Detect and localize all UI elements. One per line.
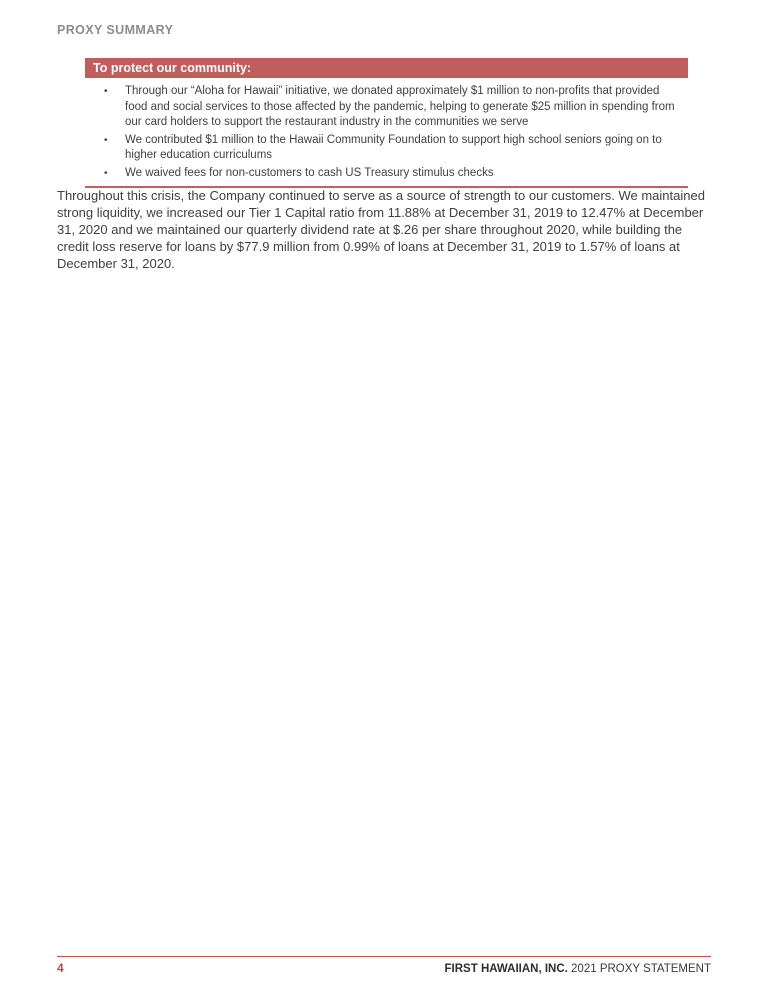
bullet-marker-icon: •	[104, 134, 108, 146]
callout-bullet-list	[85, 78, 688, 188]
footer-text	[445, 963, 711, 975]
footer-company-name: FIRST HAWAIIAN, INC.	[444, 963, 568, 975]
bullet-item	[85, 84, 688, 131]
community-callout	[85, 58, 688, 188]
bullet-marker-icon: •	[104, 86, 108, 97]
footer-statement-label: 2021 PROXY STATEMENT	[567, 963, 711, 975]
bullet-text: We contributed $1 million to the Hawaii Community Foundation to support high school seniors going on to higher education curriculums	[125, 133, 662, 161]
bullet-item	[85, 133, 688, 164]
body-paragraph: Throughout this crisis, the Company continued to serve as a source of strength to our customers. We maintained strong liquidity, we increased our Tier 1 Capital ratio from 11.88% at December 31, 2019 to 12.47% at December 31, 2020 and we maintained our quarterly dividend rate at $.26 per share throughout 2020, while building the credit loss reserve for loans by $77.9 million from 0.99% of loans at December 31, 2019 to 1.57% of loans at December 31, 2020.	[57, 188, 705, 271]
page-footer	[57, 956, 711, 975]
page-title: PROXY SUMMARY	[57, 23, 174, 37]
callout-title: To protect our community:	[85, 58, 688, 78]
bullet-marker-icon: •	[104, 167, 108, 179]
bullet-text: Through our “Aloha for Hawaii” initiative, we donated approximately $1 million to non-profits that provided food and social services to those affected by the pandemic, helping to generate $25 million in spending from our card holders to support the restaurant industry in the communities we serve	[125, 85, 675, 128]
bullet-item	[85, 166, 688, 182]
bullet-text: We waived fees for non-customers to cash US Treasury stimulus checks	[125, 166, 494, 179]
page-number: 4	[57, 961, 64, 975]
